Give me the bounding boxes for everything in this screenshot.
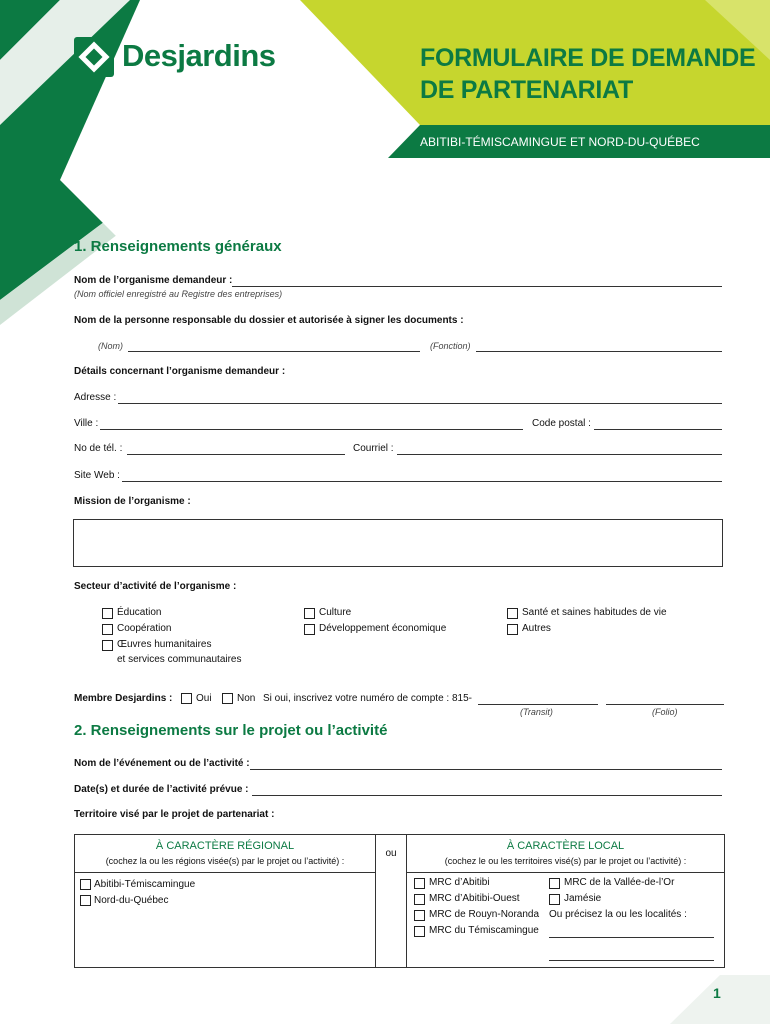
abitibi-temiscamingue-label: Abitibi-Témiscamingue	[94, 879, 196, 890]
precisez-label: Ou précisez la ou les localités :	[549, 909, 687, 920]
mrc-abitibi-label: MRC d’Abitibi	[429, 877, 490, 888]
secteur-label: Secteur d’activité de l’organisme :	[74, 581, 237, 592]
mrc-abitibi-ouest-checkbox[interactable]	[414, 894, 425, 905]
ou-separator: ou	[385, 848, 397, 859]
code-postal-label: Code postal :	[532, 418, 591, 429]
fonction-hint: (Fonction)	[430, 341, 471, 351]
form-title-line1: FORMULAIRE DE DEMANDE	[420, 44, 756, 72]
jamesie-label: Jamésie	[564, 893, 602, 904]
cooperation-label: Coopération	[117, 623, 172, 634]
mrc-abitibi-ouest-label: MRC d’Abitibi-Ouest	[429, 893, 520, 904]
mrc-rouyn-noranda-checkbox[interactable]	[414, 910, 425, 921]
sante-label: Santé et saines habitudes de vie	[522, 607, 667, 618]
adresse-field[interactable]	[118, 403, 722, 404]
regional-hint: (cochez la ou les régions visée(s) par le projet ou l’activité) :	[105, 856, 345, 866]
culture-label: Culture	[319, 607, 352, 618]
non-label: Non	[237, 693, 256, 704]
brand-name: Desjardins	[122, 38, 276, 73]
courriel-label: Courriel :	[353, 443, 394, 454]
nom-field[interactable]	[128, 351, 420, 352]
dates-label: Date(s) et durée de l’activité prévue :	[74, 784, 249, 795]
ville-label: Ville :	[74, 418, 99, 429]
developpement-label: Développement économique	[319, 623, 447, 634]
developpement-checkbox[interactable]	[304, 624, 315, 635]
oeuvres-label-2: et services communautaires	[117, 654, 242, 665]
cooperation-checkbox[interactable]	[102, 624, 113, 635]
territoire-label: Territoire visé par le projet de partenariat :	[74, 809, 275, 820]
site-label: Site Web :	[74, 470, 120, 481]
org-name-label: Nom de l’organisme demandeur :	[74, 275, 233, 286]
nom-hint: (Nom)	[98, 341, 123, 351]
oeuvres-checkbox[interactable]	[102, 640, 113, 651]
local-title: À CARACTÈRE LOCAL	[506, 840, 625, 852]
region-subtitle: ABITIBI-TÉMISCAMINGUE ET NORD-DU-QUÉBEC	[420, 135, 700, 149]
mission-label: Mission de l’organisme :	[74, 496, 191, 507]
ville-field[interactable]	[100, 429, 523, 430]
education-label: Éducation	[117, 607, 162, 618]
sante-checkbox[interactable]	[507, 608, 518, 619]
local-hint: (cochez le ou les territoires visé(s) par le projet ou l’activité) :	[444, 856, 687, 866]
section2-heading: 2. Renseignements sur le projet ou l’activité	[74, 722, 388, 739]
nord-du-quebec-checkbox[interactable]	[80, 895, 91, 906]
non-checkbox[interactable]	[222, 693, 233, 704]
jamesie-checkbox[interactable]	[549, 894, 560, 905]
mrc-temiscamingue-label: MRC du Témiscamingue	[429, 925, 539, 936]
folio-field[interactable]	[606, 704, 724, 705]
culture-checkbox[interactable]	[304, 608, 315, 619]
autres-label: Autres	[522, 623, 551, 634]
mrc-vallee-de-lor-checkbox[interactable]	[549, 878, 560, 889]
section1-heading: 1. Renseignements généraux	[74, 238, 282, 255]
si-oui-text: Si oui, inscrivez votre numéro de compte : 815-	[263, 693, 472, 704]
membre-label: Membre Desjardins :	[74, 693, 173, 704]
responsible-label: Nom de la personne responsable du dossier et autorisée à signer les documents :	[74, 315, 464, 326]
oui-checkbox[interactable]	[181, 693, 192, 704]
nord-du-quebec-label: Nord-du-Québec	[94, 895, 169, 906]
org-name-hint: (Nom officiel enregistré au Registre des entreprises)	[74, 289, 283, 299]
transit-field[interactable]	[478, 704, 598, 705]
education-checkbox[interactable]	[102, 608, 113, 619]
transit-hint: (Transit)	[520, 707, 553, 717]
folio-hint: (Folio)	[652, 707, 678, 717]
desjardins-logo-icon	[74, 37, 114, 77]
adresse-label: Adresse :	[74, 392, 117, 403]
tel-label: No de tél. :	[74, 443, 123, 454]
autres-checkbox[interactable]	[507, 624, 518, 635]
details-label: Détails concernant l’organisme demandeur :	[74, 366, 286, 377]
dates-field[interactable]	[252, 795, 722, 796]
site-field[interactable]	[122, 481, 722, 482]
event-label: Nom de l’événement ou de l’activité :	[74, 758, 250, 769]
mrc-rouyn-noranda-label: MRC de Rouyn-Noranda	[429, 909, 540, 920]
regional-title: À CARACTÈRE RÉGIONAL	[155, 840, 295, 852]
fonction-field[interactable]	[476, 351, 722, 352]
courriel-field[interactable]	[397, 454, 722, 455]
mrc-vallee-de-lor-label: MRC de la Vallée-de-l’Or	[564, 877, 675, 888]
code-postal-field[interactable]	[594, 429, 722, 430]
mission-textarea[interactable]	[73, 519, 723, 567]
abitibi-temiscamingue-checkbox[interactable]	[80, 879, 91, 890]
localites-field-2[interactable]	[549, 960, 714, 961]
form-title-line2: DE PARTENARIAT	[420, 76, 633, 104]
oeuvres-label-1: Œuvres humanitaires	[117, 639, 212, 650]
footer-graphic	[630, 975, 770, 1024]
mrc-temiscamingue-checkbox[interactable]	[414, 926, 425, 937]
event-field[interactable]	[250, 769, 722, 770]
mrc-abitibi-checkbox[interactable]	[414, 878, 425, 889]
page-number: 1	[713, 985, 721, 1001]
localites-field-1[interactable]	[549, 937, 714, 938]
tel-field[interactable]	[127, 454, 345, 455]
oui-label: Oui	[196, 693, 212, 704]
org-name-field[interactable]	[232, 286, 722, 287]
